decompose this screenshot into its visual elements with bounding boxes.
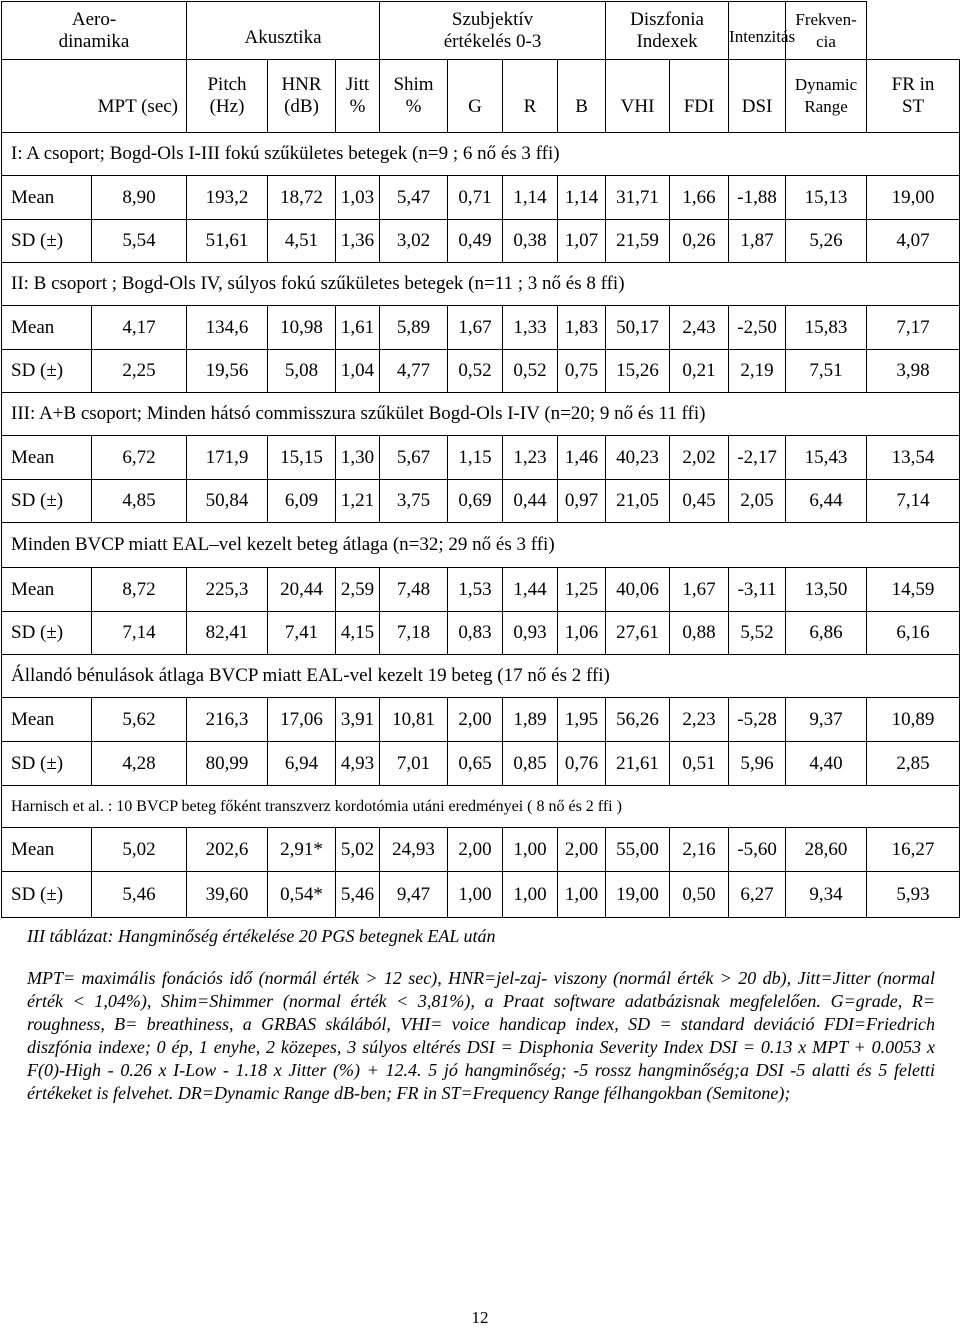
- cell-shim: 3,02: [380, 220, 448, 263]
- header-hnr: HNR (dB): [268, 60, 336, 133]
- cell-vhi: 55,00: [606, 828, 670, 872]
- cell-pitch: 134,6: [187, 306, 268, 350]
- cell-jitt: 1,21: [336, 480, 380, 523]
- cell-dynamic-range: 6,44: [786, 480, 867, 523]
- cell-r: 0,44: [503, 480, 558, 523]
- cell-shim: 7,48: [380, 568, 448, 612]
- abbreviation-notes: MPT= maximális fonációs idő (normál érték > 12 sec), HNR=jel-zaj- viszony (normál érték > 20 db), Jitt=Jitter (normal érték < 1,04%), Shim=Shimmer (normal érték < 3,81%), a Praat software adatbázisnak megfelelően. G=grade, R= roughness, B= breathiness, a GRBAS skálából, VHI= voice handicap index, SD = standard deviáció FDI=Friedrich diszfónia indexe; 0 ép, 1 enyhe, 2 közepes, 3 súlyos eltérés DSI = Disphonia Severity Index DSI = 0.13 x MPT + 0.0053 x F(0)-High - 0.26 x I-Low - 1.18 x Jitter (%) + 12.4. 5 jó hangminőség; -5 rossz hangminőség;a DSI -5 alatti és 5 feletti értékeket is felvehet. DR=Dynamic Range dB-ben; FR in ST=Frequency Range félhangokban (Semitone);: [27, 968, 935, 1103]
- cell-vhi: 27,61: [606, 612, 670, 655]
- header-g: G: [448, 60, 503, 133]
- row-label: Mean: [2, 698, 92, 742]
- header-dsi: DSI: [729, 60, 786, 133]
- cell-hnr: 7,41: [268, 612, 336, 655]
- table-row: [2, 350, 960, 393]
- cell-dsi: 1,87: [729, 220, 786, 263]
- cell-mpt: 5,46: [92, 872, 187, 918]
- header-b: B: [558, 60, 606, 133]
- cell-fr: 14,59: [867, 568, 960, 612]
- cell-fdi: 0,45: [670, 480, 729, 523]
- cell-fr: 7,14: [867, 480, 960, 523]
- table-row: [2, 568, 960, 612]
- header-diszfonia: Diszfonia Indexek: [606, 2, 729, 60]
- cell-pitch: 216,3: [187, 698, 268, 742]
- cell-fdi: 2,43: [670, 306, 729, 350]
- section-title-row: [2, 786, 960, 828]
- row-label: Mean: [2, 306, 92, 350]
- cell-fr: 5,93: [867, 872, 960, 918]
- header-shim: Shim %: [380, 60, 448, 133]
- cell-jitt: 1,36: [336, 220, 380, 263]
- cell-fr: 6,16: [867, 612, 960, 655]
- cell-fdi: 0,51: [670, 742, 729, 786]
- cell-mpt: 4,28: [92, 742, 187, 786]
- cell-hnr: 0,54*: [268, 872, 336, 918]
- table-row: [2, 742, 960, 786]
- cell-jitt: 3,91: [336, 698, 380, 742]
- header-intenzitas: Intenzitás: [729, 2, 786, 60]
- table-row: [2, 612, 960, 655]
- cell-fdi: 1,66: [670, 176, 729, 220]
- cell-dynamic-range: 4,40: [786, 742, 867, 786]
- cell-shim: 24,93: [380, 828, 448, 872]
- cell-r: 0,93: [503, 612, 558, 655]
- cell-pitch: 225,3: [187, 568, 268, 612]
- row-label: Mean: [2, 568, 92, 612]
- cell-shim: 5,47: [380, 176, 448, 220]
- row-label: SD (±): [2, 742, 92, 786]
- cell-b: 1,14: [558, 176, 606, 220]
- header-pitch: Pitch (Hz): [187, 60, 268, 133]
- cell-dynamic-range: 28,60: [786, 828, 867, 872]
- cell-dynamic-range: 7,51: [786, 350, 867, 393]
- cell-shim: 7,18: [380, 612, 448, 655]
- cell-dynamic-range: 6,86: [786, 612, 867, 655]
- cell-dsi: -3,11: [729, 568, 786, 612]
- cell-mpt: 5,54: [92, 220, 187, 263]
- cell-r: 1,14: [503, 176, 558, 220]
- table-row: [2, 176, 960, 220]
- cell-g: 2,00: [448, 698, 503, 742]
- cell-g: 0,65: [448, 742, 503, 786]
- cell-g: 0,83: [448, 612, 503, 655]
- row-label: Mean: [2, 176, 92, 220]
- header-row-columns: [2, 60, 960, 133]
- cell-shim: 9,47: [380, 872, 448, 918]
- cell-jitt: 4,93: [336, 742, 380, 786]
- header-r: R: [503, 60, 558, 133]
- results-table: [1, 1, 960, 918]
- row-label: SD (±): [2, 220, 92, 263]
- cell-mpt: 4,85: [92, 480, 187, 523]
- cell-mpt: 5,02: [92, 828, 187, 872]
- cell-shim: 5,89: [380, 306, 448, 350]
- cell-r: 1,89: [503, 698, 558, 742]
- cell-fr: 10,89: [867, 698, 960, 742]
- cell-hnr: 6,09: [268, 480, 336, 523]
- cell-dsi: 2,19: [729, 350, 786, 393]
- cell-pitch: 19,56: [187, 350, 268, 393]
- cell-fr: 13,54: [867, 436, 960, 480]
- cell-b: 1,95: [558, 698, 606, 742]
- cell-r: 1,23: [503, 436, 558, 480]
- cell-dynamic-range: 15,13: [786, 176, 867, 220]
- cell-g: 0,52: [448, 350, 503, 393]
- cell-vhi: 21,59: [606, 220, 670, 263]
- cell-fdi: 1,67: [670, 568, 729, 612]
- cell-shim: 10,81: [380, 698, 448, 742]
- table-row: [2, 220, 960, 263]
- cell-pitch: 80,99: [187, 742, 268, 786]
- cell-shim: 7,01: [380, 742, 448, 786]
- cell-dsi: 6,27: [729, 872, 786, 918]
- cell-hnr: 17,06: [268, 698, 336, 742]
- cell-dsi: -2,50: [729, 306, 786, 350]
- cell-jitt: 5,02: [336, 828, 380, 872]
- section-title-row: [2, 655, 960, 698]
- cell-hnr: 18,72: [268, 176, 336, 220]
- cell-jitt: 1,61: [336, 306, 380, 350]
- cell-vhi: 50,17: [606, 306, 670, 350]
- cell-mpt: 4,17: [92, 306, 187, 350]
- header-frekvencia: Frekven- cia: [786, 2, 867, 60]
- cell-hnr: 5,08: [268, 350, 336, 393]
- section-title-row: [2, 133, 960, 176]
- table-row: [2, 306, 960, 350]
- cell-r: 0,85: [503, 742, 558, 786]
- header-row-categories: [2, 2, 960, 60]
- section-title: I: A csoport; Bogd-Ols I-III fokú szűkületes betegek (n=9 ; 6 nő és 3 ffi): [2, 133, 960, 176]
- cell-r: 1,44: [503, 568, 558, 612]
- header-fr-in-st: FR in ST: [867, 60, 960, 133]
- section-title-row: [2, 393, 960, 436]
- section-title-row: [2, 263, 960, 306]
- cell-fdi: 0,26: [670, 220, 729, 263]
- cell-r: 0,38: [503, 220, 558, 263]
- row-label: SD (±): [2, 350, 92, 393]
- cell-fr: 7,17: [867, 306, 960, 350]
- cell-vhi: 21,05: [606, 480, 670, 523]
- cell-b: 1,06: [558, 612, 606, 655]
- cell-fr: 19,00: [867, 176, 960, 220]
- cell-fdi: 0,50: [670, 872, 729, 918]
- cell-fr: 2,85: [867, 742, 960, 786]
- cell-mpt: 8,72: [92, 568, 187, 612]
- cell-fdi: 2,16: [670, 828, 729, 872]
- cell-hnr: 6,94: [268, 742, 336, 786]
- section-title: Minden BVCP miatt EAL–vel kezelt beteg átlaga (n=32; 29 nő és 3 ffi): [2, 523, 960, 568]
- cell-dsi: 2,05: [729, 480, 786, 523]
- cell-jitt: 1,04: [336, 350, 380, 393]
- cell-b: 0,76: [558, 742, 606, 786]
- header-aerodinamika: Aero- dinamika: [2, 2, 187, 60]
- cell-hnr: 10,98: [268, 306, 336, 350]
- cell-hnr: 15,15: [268, 436, 336, 480]
- cell-dsi: -5,28: [729, 698, 786, 742]
- section-title-row: [2, 523, 960, 568]
- cell-b: 1,00: [558, 872, 606, 918]
- cell-fr: 16,27: [867, 828, 960, 872]
- cell-g: 0,71: [448, 176, 503, 220]
- cell-mpt: 2,25: [92, 350, 187, 393]
- table-row: [2, 828, 960, 872]
- table-row: [2, 480, 960, 523]
- cell-r: 1,00: [503, 872, 558, 918]
- cell-hnr: 2,91*: [268, 828, 336, 872]
- cell-dsi: 5,96: [729, 742, 786, 786]
- cell-fr: 3,98: [867, 350, 960, 393]
- cell-pitch: 202,6: [187, 828, 268, 872]
- cell-g: 0,69: [448, 480, 503, 523]
- cell-pitch: 50,84: [187, 480, 268, 523]
- cell-dynamic-range: 13,50: [786, 568, 867, 612]
- cell-mpt: 8,90: [92, 176, 187, 220]
- header-jitt: Jitt %: [336, 60, 380, 133]
- cell-pitch: 39,60: [187, 872, 268, 918]
- row-label: SD (±): [2, 872, 92, 918]
- cell-b: 1,25: [558, 568, 606, 612]
- cell-dynamic-range: 15,83: [786, 306, 867, 350]
- header-dynamic-range: Dynamic Range: [786, 60, 867, 133]
- row-label: SD (±): [2, 612, 92, 655]
- cell-g: 2,00: [448, 828, 503, 872]
- cell-g: 0,49: [448, 220, 503, 263]
- cell-b: 1,07: [558, 220, 606, 263]
- cell-dsi: -2,17: [729, 436, 786, 480]
- cell-vhi: 40,23: [606, 436, 670, 480]
- table-caption: III táblázat: Hangminőség értékelése 20 PGS betegnek EAL után: [27, 926, 496, 946]
- cell-r: 1,33: [503, 306, 558, 350]
- cell-dynamic-range: 5,26: [786, 220, 867, 263]
- cell-fdi: 0,21: [670, 350, 729, 393]
- cell-hnr: 20,44: [268, 568, 336, 612]
- cell-vhi: 56,26: [606, 698, 670, 742]
- section-title: II: B csoport ; Bogd-Ols IV, súlyos fokú szűkületes betegek (n=11 ; 3 nő és 8 ffi): [2, 263, 960, 306]
- table-row: [2, 872, 960, 918]
- cell-hnr: 4,51: [268, 220, 336, 263]
- cell-b: 1,46: [558, 436, 606, 480]
- cell-vhi: 40,06: [606, 568, 670, 612]
- cell-fdi: 2,23: [670, 698, 729, 742]
- cell-b: 1,83: [558, 306, 606, 350]
- section-title: Harnisch et al. : 10 BVCP beteg főként transzverz kordotómia utáni eredményei ( 8 nő és 2 ffi ): [2, 786, 960, 828]
- header-akusztika: Akusztika: [187, 2, 380, 60]
- cell-vhi: 15,26: [606, 350, 670, 393]
- cell-b: 0,75: [558, 350, 606, 393]
- cell-jitt: 1,30: [336, 436, 380, 480]
- cell-r: 1,00: [503, 828, 558, 872]
- cell-shim: 5,67: [380, 436, 448, 480]
- row-label: Mean: [2, 436, 92, 480]
- cell-mpt: 7,14: [92, 612, 187, 655]
- header-vhi: VHI: [606, 60, 670, 133]
- header-szubjektiv: Szubjektív értékelés 0-3: [380, 2, 606, 60]
- cell-g: 1,53: [448, 568, 503, 612]
- cell-shim: 4,77: [380, 350, 448, 393]
- cell-b: 0,97: [558, 480, 606, 523]
- cell-fr: 4,07: [867, 220, 960, 263]
- table-row: [2, 436, 960, 480]
- cell-mpt: 6,72: [92, 436, 187, 480]
- header-fdi: FDI: [670, 60, 729, 133]
- cell-vhi: 19,00: [606, 872, 670, 918]
- cell-pitch: 171,9: [187, 436, 268, 480]
- cell-g: 1,15: [448, 436, 503, 480]
- section-title: Állandó bénulások átlaga BVCP miatt EAL-vel kezelt 19 beteg (17 nő és 2 ffi): [2, 655, 960, 698]
- cell-jitt: 4,15: [336, 612, 380, 655]
- cell-shim: 3,75: [380, 480, 448, 523]
- cell-g: 1,00: [448, 872, 503, 918]
- row-label: Mean: [2, 828, 92, 872]
- cell-vhi: 21,61: [606, 742, 670, 786]
- cell-fdi: 0,88: [670, 612, 729, 655]
- cell-dsi: 5,52: [729, 612, 786, 655]
- cell-fdi: 2,02: [670, 436, 729, 480]
- cell-pitch: 193,2: [187, 176, 268, 220]
- section-title: III: A+B csoport; Minden hátsó commisszura szűkület Bogd-Ols I-IV (n=20; 9 nő és 11 ffi): [2, 393, 960, 436]
- cell-dynamic-range: 9,34: [786, 872, 867, 918]
- cell-dsi: -1,88: [729, 176, 786, 220]
- cell-vhi: 31,71: [606, 176, 670, 220]
- cell-pitch: 51,61: [187, 220, 268, 263]
- cell-b: 2,00: [558, 828, 606, 872]
- page-number: 12: [471, 1308, 489, 1327]
- cell-pitch: 82,41: [187, 612, 268, 655]
- cell-g: 1,67: [448, 306, 503, 350]
- cell-jitt: 1,03: [336, 176, 380, 220]
- row-label: SD (±): [2, 480, 92, 523]
- cell-jitt: 2,59: [336, 568, 380, 612]
- cell-dsi: -5,60: [729, 828, 786, 872]
- cell-r: 0,52: [503, 350, 558, 393]
- cell-jitt: 5,46: [336, 872, 380, 918]
- cell-dynamic-range: 9,37: [786, 698, 867, 742]
- cell-mpt: 5,62: [92, 698, 187, 742]
- table-row: [2, 698, 960, 742]
- cell-dynamic-range: 15,43: [786, 436, 867, 480]
- header-mpt: MPT (sec): [2, 60, 187, 133]
